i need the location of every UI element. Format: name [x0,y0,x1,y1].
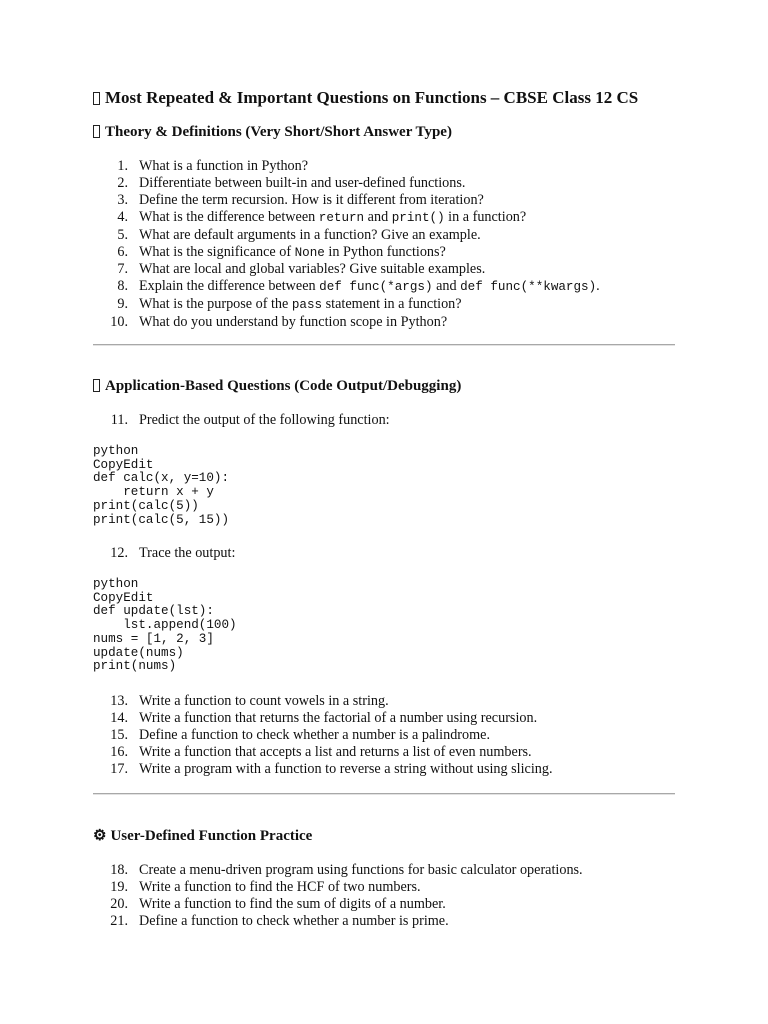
question-text: statement in a function? [322,296,462,313]
question-number: 14. [110,709,128,726]
section-divider [93,344,675,346]
question-text: and [432,278,461,295]
list-item [93,744,553,761]
application-question-list [93,693,553,778]
question-number: 2. [117,174,128,191]
theory-heading-text: Theory & Definitions (Very Short/Short Answer Type) [105,124,452,140]
question-text: in a function? [444,208,527,225]
question-text: Explain the difference between [139,278,320,295]
question-number: 20. [110,895,128,912]
question-number: 15. [110,726,128,743]
list-item [93,693,553,710]
question-text: Write a function to count vowels in a string. [139,693,389,709]
question-text: Write a function that returns the factorial of a number using recursion. [139,709,538,726]
section-divider [93,793,675,795]
missing-emoji-icon [93,125,100,138]
practice-question-list [93,862,583,930]
application-heading [93,377,461,395]
theory-question-list [93,158,600,331]
question-text: Write a function to find the HCF of two numbers. [139,878,421,895]
question-text: What are local and global variables? Give suitable examples. [139,261,486,278]
question-number: 18. [110,862,128,878]
question-text: Differentiate between built-in and user-defined functions. [139,174,466,191]
list-item [93,192,600,209]
list-item [93,761,553,778]
question-text: What is the difference between [139,208,319,225]
question-number: 16. [110,743,128,760]
code-block-calc: python CopyEdit def calc(x, y=10): return x + y print(calc(5)) print(calc(5, 15)) [93,444,230,527]
list-item [93,879,583,896]
list-item [93,244,600,262]
question-number: 8. [117,278,128,295]
list-item [93,175,600,192]
question-number: 4. [117,208,128,225]
list-item [93,545,235,562]
question-text: Trace the output: [139,545,236,561]
list-item [93,227,600,244]
question-number: 19. [110,878,128,895]
list-item [93,727,553,744]
question-number: 12. [110,545,128,561]
question-text: What do you understand by function scope in Python? [139,314,448,331]
question-text: What are default arguments in a function? Give an example. [139,226,481,243]
page-title [93,88,638,108]
question-number: 7. [117,261,128,278]
question-text: What is the purpose of the [139,296,292,313]
list-item [93,913,583,930]
inline-code: def func(*args) [319,280,433,295]
question-text: . [596,278,600,295]
question-number: 1. [117,158,128,174]
question-text: Predict the output of the following function: [139,412,390,428]
gear-icon: ⚙ [93,828,107,844]
question-text: Write a function to find the sum of digits of a number. [139,895,446,912]
list-item [93,710,553,727]
practice-heading-text: User-Defined Function Practice [110,828,313,844]
question-number: 11. [110,412,128,428]
list-item [93,862,583,879]
list-item [93,896,583,913]
practice-heading [93,827,312,845]
question-text: Define the term recursion. How is it different from iteration? [139,191,484,208]
application-question-11 [93,412,390,429]
question-number: 17. [110,760,128,777]
question-text: Define a function to check whether a number is prime. [139,912,449,929]
question-number: 5. [117,226,128,243]
missing-emoji-icon [93,379,100,392]
application-question-12 [93,545,235,562]
question-text: Write a function that accepts a list and returns a list of even numbers. [139,743,532,760]
question-number: 6. [117,243,128,260]
question-text: Write a program with a function to reverse a string without using slicing. [139,760,553,777]
question-number: 10. [110,314,128,331]
list-item [93,158,600,175]
question-text: Define a function to check whether a number is a palindrome. [139,726,491,743]
inline-code: None [294,245,325,260]
question-text: and [364,208,392,225]
application-heading-text: Application-Based Questions (Code Output/Debugging) [105,378,462,394]
list-item [93,412,390,429]
question-text: What is a function in Python? [139,158,309,174]
question-number: 13. [110,693,128,709]
question-number: 3. [117,191,128,208]
code-block-update: python CopyEdit def update(lst): lst.append(100) nums = [1, 2, 3] update(nums) print(nums) [93,577,237,674]
list-item [93,209,600,227]
question-text: What is the significance of [139,243,295,260]
list-item [93,261,600,278]
list-item [93,314,600,331]
missing-emoji-icon [93,92,100,105]
inline-code: def func(**kwargs) [460,280,597,295]
question-number: 21. [110,912,128,929]
list-item [93,296,600,314]
inline-code: print() [391,210,445,225]
question-text: Create a menu-driven program using functions for basic calculator operations. [139,862,583,878]
list-item [93,278,600,296]
inline-code: pass [291,298,323,313]
question-text: in Python functions? [324,243,446,260]
theory-heading [93,123,452,141]
page-title-text: Most Repeated & Important Questions on Functions – CBSE Class 12 CS [105,88,639,107]
question-number: 9. [117,296,128,313]
inline-code: return [318,210,365,225]
